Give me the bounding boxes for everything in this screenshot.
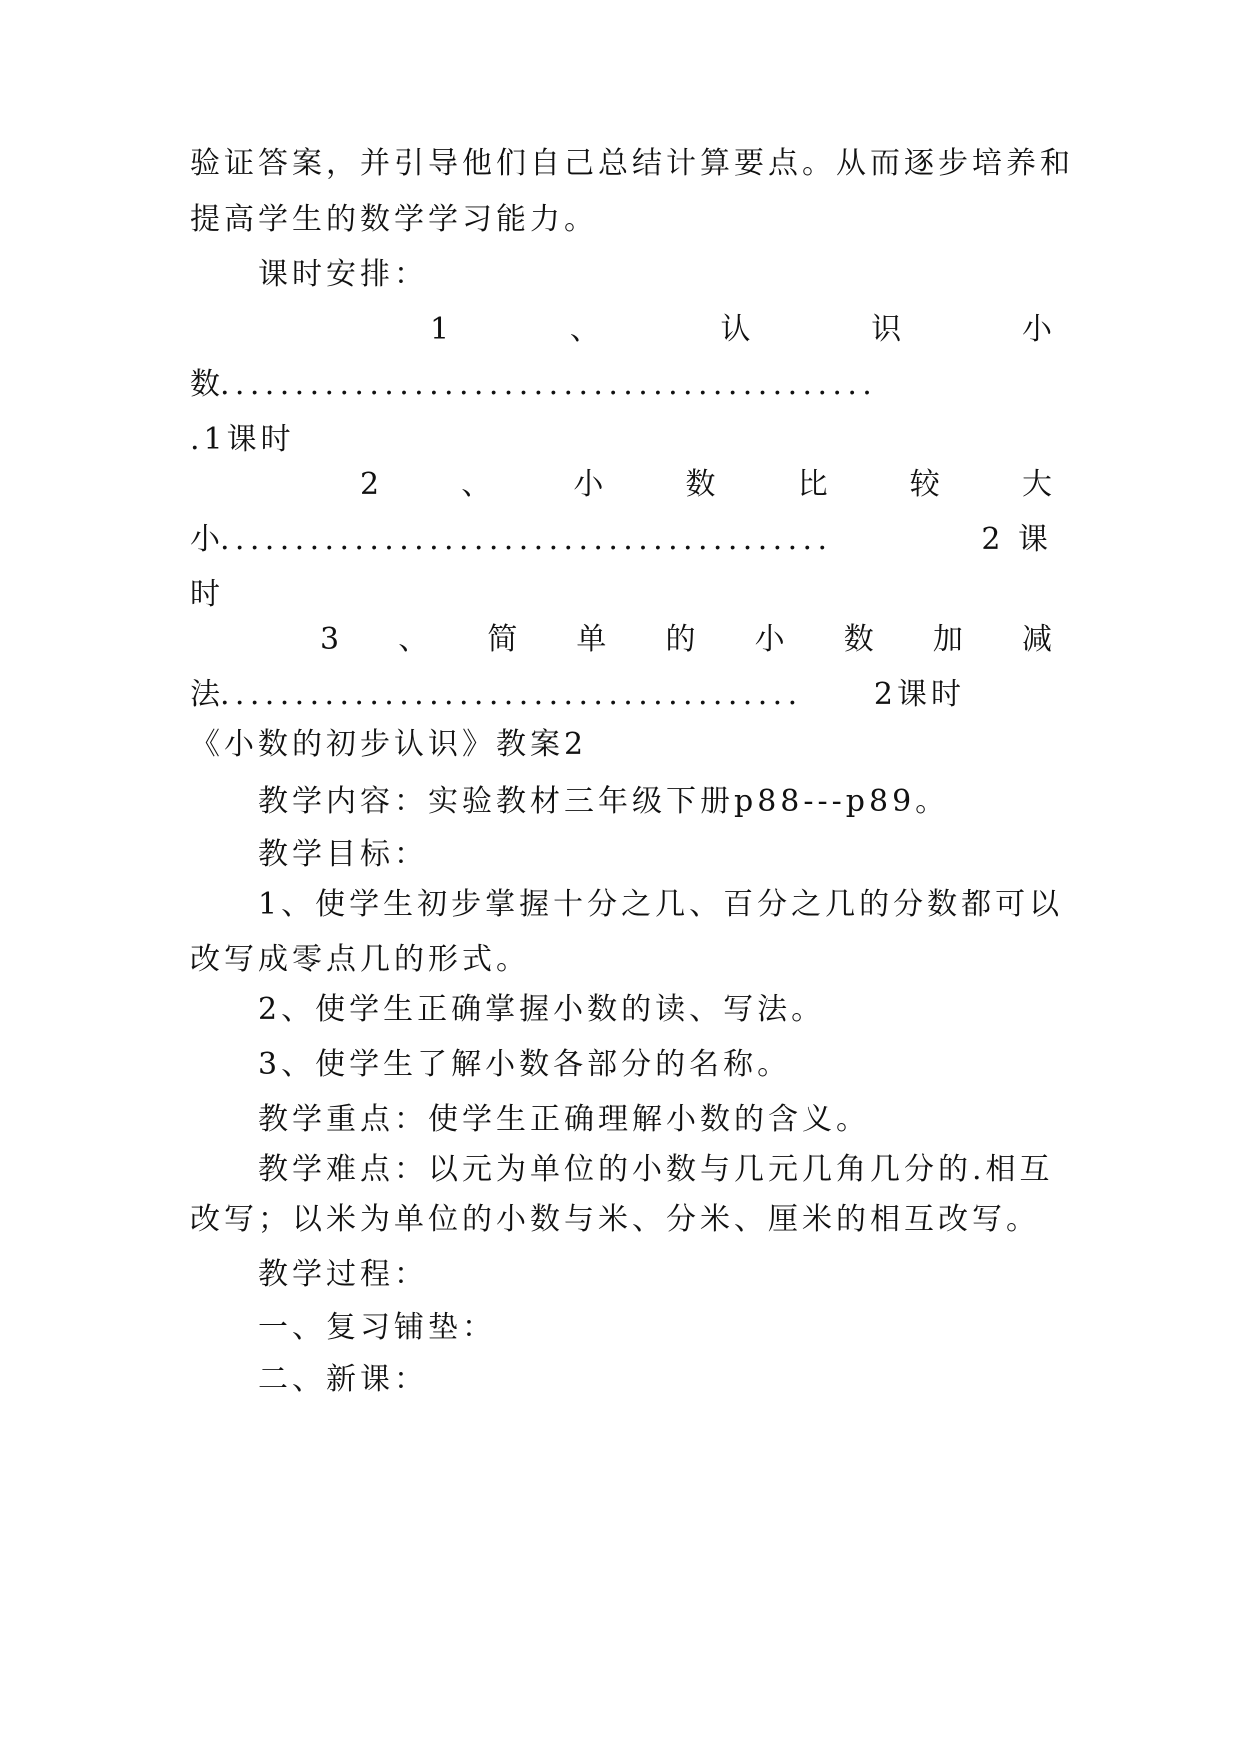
section-heading: 一、复习铺垫： xyxy=(258,1310,496,1345)
spread-char: 单 xyxy=(576,622,607,657)
spread-char: 识 xyxy=(871,312,902,347)
spread-char: 3 xyxy=(320,622,340,657)
spread-char: 小 xyxy=(573,467,604,502)
schedule-item-1-hours: .1课时 xyxy=(190,422,295,457)
spread-char: 加 xyxy=(932,622,963,657)
schedule-item-2-spread xyxy=(360,465,1052,505)
spread-char: 的 xyxy=(665,622,696,657)
spread-char: 数 xyxy=(685,467,716,502)
section-label-schedule: 课时安排： xyxy=(258,257,428,292)
spread-char: 简 xyxy=(487,622,518,657)
spread-char: 减 xyxy=(1021,622,1052,657)
schedule-item-2-hours: 时 xyxy=(190,577,224,612)
document-page xyxy=(190,0,1074,1754)
schedule-item-1-leader xyxy=(190,365,1052,405)
leader-lead: 小 xyxy=(190,522,220,557)
leader-lead: 法 xyxy=(190,677,220,712)
spread-char: 、 xyxy=(398,622,429,657)
spread-char: 2 xyxy=(360,467,380,502)
spread-char: 1 xyxy=(430,312,450,347)
paragraph-line: 教学内容：实验教材三年级下册p88---p89。 xyxy=(258,784,950,819)
paragraph-line: 提高学生的数学学习能力。 xyxy=(190,202,598,237)
section-label-goals: 教学目标： xyxy=(258,837,428,872)
paragraph-line: 改写；以米为单位的小数与米、分米、厘米的相互改写。 xyxy=(190,1202,1040,1237)
paragraph-line: 教学难点：以元为单位的小数与几元几角几分的.相互 xyxy=(258,1152,1054,1187)
schedule-item-3-spread xyxy=(320,620,1052,660)
paragraph-line: 3、使学生了解小数各部分的名称。 xyxy=(258,1047,792,1082)
schedule-item-1-spread xyxy=(430,310,1052,350)
schedule-item-2-leader xyxy=(190,520,1052,560)
section-heading: 二、新课： xyxy=(258,1362,428,1397)
spread-char: 比 xyxy=(797,467,828,502)
leader-tail: 2课时 xyxy=(873,677,965,712)
spread-char: 数 xyxy=(843,622,874,657)
leader-lead: 数 xyxy=(190,367,220,402)
spread-char: 小 xyxy=(1021,312,1052,347)
spread-char: 、 xyxy=(569,312,600,347)
schedule-item-3-leader xyxy=(190,675,965,715)
leader-dots: ......................................... xyxy=(220,522,833,557)
paragraph-line: 验证答案，并引导他们自己总结计算要点。从而逐步培养和 xyxy=(190,146,1074,181)
section-label-process: 教学过程： xyxy=(258,1257,428,1292)
leader-dots: ............................................ xyxy=(220,367,878,402)
paragraph-line: 2、使学生正确掌握小数的读、写法。 xyxy=(258,992,826,1027)
spread-char: 小 xyxy=(754,622,785,657)
paragraph-line: 1、使学生初步掌握十分之几、百分之几的分数都可以 xyxy=(258,887,1064,922)
spread-char: 大 xyxy=(1021,467,1052,502)
spread-char: 、 xyxy=(461,467,492,502)
paragraph-line: 改写成零点几的形式。 xyxy=(190,942,530,977)
lesson-title: 《小数的初步认识》教案2 xyxy=(190,727,588,762)
spread-char: 认 xyxy=(720,312,751,347)
leader-dots: ....................................... xyxy=(220,677,803,712)
paragraph-line: 教学重点：使学生正确理解小数的含义。 xyxy=(258,1102,870,1137)
leader-tail: 2 课 xyxy=(981,522,1052,557)
spread-char: 较 xyxy=(909,467,940,502)
